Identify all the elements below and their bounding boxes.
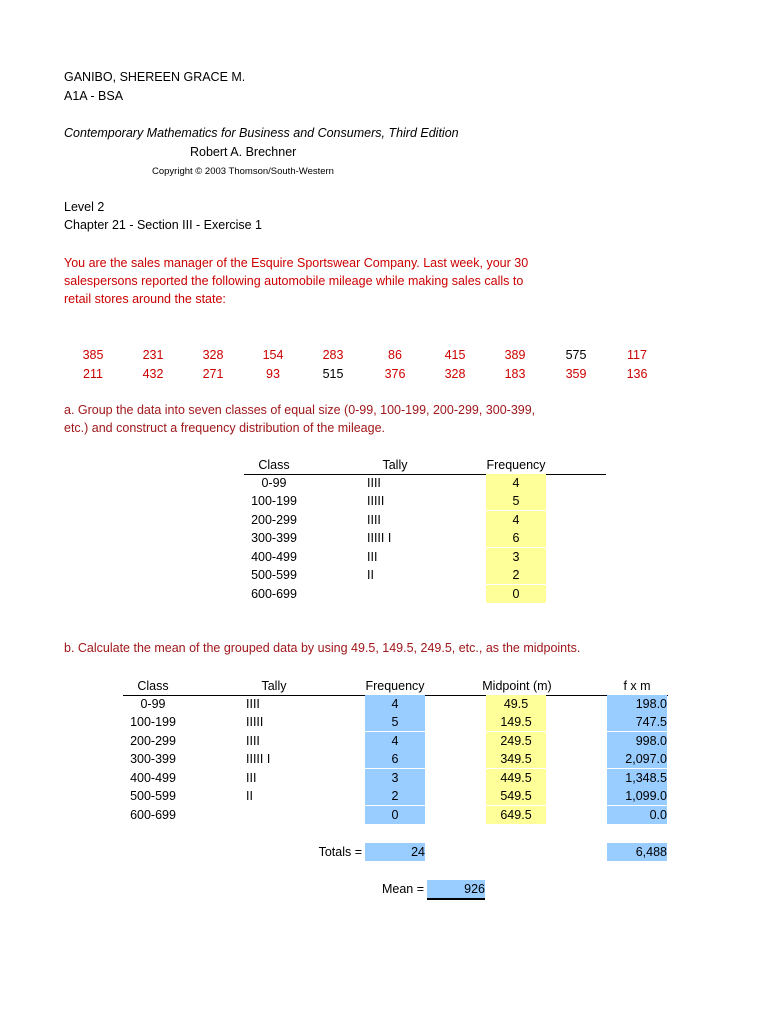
class-cell: 600-699 [130,808,176,822]
mileage-value: 86 [388,348,402,362]
student-section: A1A - BSA [64,89,124,103]
tally-cell: II [246,789,253,803]
header-midpoint: Midpoint (m) [482,679,552,693]
mean-underline [427,898,485,900]
table-row [0,787,768,805]
frequency-cell: 4 [486,511,546,529]
header-tally: Tally [382,458,408,472]
frequency-cell: 4 [365,732,425,750]
midpoint-cell: 349.5 [486,750,546,768]
table-row [0,695,768,713]
class-cell: 200-299 [251,513,297,527]
class-cell: 200-299 [130,734,176,748]
class-cell: 600-699 [251,587,297,601]
part-a-line-2: etc.) and construct a frequency distribution of the mileage. [64,421,386,435]
totals-label: Totals = [318,845,362,859]
class-cell: 300-399 [130,752,176,766]
frequency-cell: 5 [365,713,425,731]
header-frequency: Frequency [365,679,425,693]
mileage-value: 183 [504,367,526,381]
mileage-value: 432 [142,367,164,381]
mean-row [0,880,768,898]
mileage-value: 93 [266,367,280,381]
problem-line-1: You are the sales manager of the Esquire Sportswear Company. Last week, your 30 [64,256,529,270]
mileage-value: 575 [565,348,587,362]
table-row [0,713,768,731]
table-header-row [0,456,768,474]
tally-cell: III [367,550,378,564]
table-row [0,750,768,768]
fxm-cell: 747.5 [607,713,667,731]
total-frequency: 24 [365,843,425,861]
frequency-cell: 6 [365,750,425,768]
copyright-notice: Copyright © 2003 Thomson/South-Western [152,166,334,177]
tally-cell: IIIII [246,715,264,729]
tally-cell: IIII [367,513,381,527]
mileage-value: 283 [322,348,344,362]
mileage-value: 359 [565,367,587,381]
header-class: Class [137,679,169,693]
mileage-value: 376 [384,367,406,381]
frequency-cell: 2 [365,787,425,805]
student-name: GANIBO, SHEREEN GRACE M. [64,70,246,84]
table-row [0,529,768,547]
frequency-cell: 5 [486,492,546,510]
frequency-cell: 0 [486,585,546,603]
tally-cell [367,585,467,603]
class-cell: 500-599 [130,789,176,803]
frequency-cell: 6 [486,529,546,547]
table-row [0,474,768,492]
tally-cell: IIIII I [246,752,271,766]
header-fxm: f x m [623,679,651,693]
mileage-value: 117 [627,348,647,362]
midpoint-cell: 49.5 [486,695,546,713]
mean-label: Mean = [381,882,424,896]
totals-row [0,843,768,861]
tally-cell: IIIII [367,494,385,508]
tally-cell: IIII [246,697,260,711]
tally-cell: IIII [367,476,381,490]
tally-cell: II [367,568,374,582]
book-author: Robert A. Brechner [190,145,297,159]
midpoint-cell: 149.5 [486,713,546,731]
frequency-cell: 2 [486,566,546,584]
frequency-cell: 0 [365,806,425,824]
class-cell: 300-399 [251,531,297,545]
mileage-value: 415 [444,348,466,362]
class-cell: 500-599 [251,568,297,582]
mileage-value: 328 [202,348,224,362]
table-row [0,585,768,603]
fxm-cell: 1,348.5 [607,769,667,787]
problem-line-2: salespersons reported the following automobile mileage while making sales calls to [64,274,524,288]
total-fxm: 6,488 [607,843,667,861]
level-label: Level 2 [64,200,105,214]
mileage-value: 136 [626,367,648,381]
header-tally: Tally [261,679,287,693]
tally-cell: III [246,771,257,785]
table-row [0,769,768,787]
mileage-value: 515 [322,367,344,381]
midpoint-cell: 549.5 [486,787,546,805]
book-title: Contemporary Mathematics for Business and Consumers, Third Edition [64,126,459,140]
table-header-row [0,677,768,695]
frequency-cell: 3 [365,769,425,787]
class-cell: 100-199 [251,494,297,508]
header-class: Class [258,458,290,472]
table-row [0,566,768,584]
mileage-value: 389 [504,348,526,362]
table-row [0,806,768,824]
tally-cell: IIIII I [367,531,392,545]
mileage-value: 385 [82,348,104,362]
mileage-value: 211 [83,367,103,381]
part-b-instruction: b. Calculate the mean of the grouped data by using 49.5, 149.5, 249.5, etc., as the midpoints. [64,641,581,655]
frequency-cell: 4 [486,474,546,492]
mean-value: 926 [427,880,485,898]
mileage-value: 154 [262,348,284,362]
chapter-label: Chapter 21 - Section III - Exercise 1 [64,218,263,232]
class-cell: 400-499 [251,550,297,564]
header-frequency: Frequency [486,458,546,472]
table-row [0,511,768,529]
class-cell: 0-99 [261,476,287,490]
class-cell: 400-499 [130,771,176,785]
part-a-line-1: a. Group the data into seven classes of equal size (0-99, 100-199, 200-299, 300-399, [64,403,536,417]
class-cell: 0-99 [140,697,166,711]
midpoint-cell: 649.5 [486,806,546,824]
fxm-cell: 198.0 [607,695,667,713]
mileage-value: 231 [142,348,164,362]
table-row [0,732,768,750]
tally-cell: IIII [246,734,260,748]
midpoint-cell: 449.5 [486,769,546,787]
class-cell: 100-199 [130,715,176,729]
frequency-cell: 3 [486,548,546,566]
fxm-cell: 998.0 [607,732,667,750]
fxm-cell: 2,097.0 [607,750,667,768]
table-row [0,492,768,510]
mileage-value: 328 [444,367,466,381]
fxm-cell: 0.0 [607,806,667,824]
fxm-cell: 1,099.0 [607,787,667,805]
frequency-cell: 4 [365,695,425,713]
table-row [0,548,768,566]
problem-line-3: retail stores around the state: [64,292,226,306]
tally-cell [246,806,346,824]
mileage-value: 271 [202,367,224,381]
midpoint-cell: 249.5 [486,732,546,750]
